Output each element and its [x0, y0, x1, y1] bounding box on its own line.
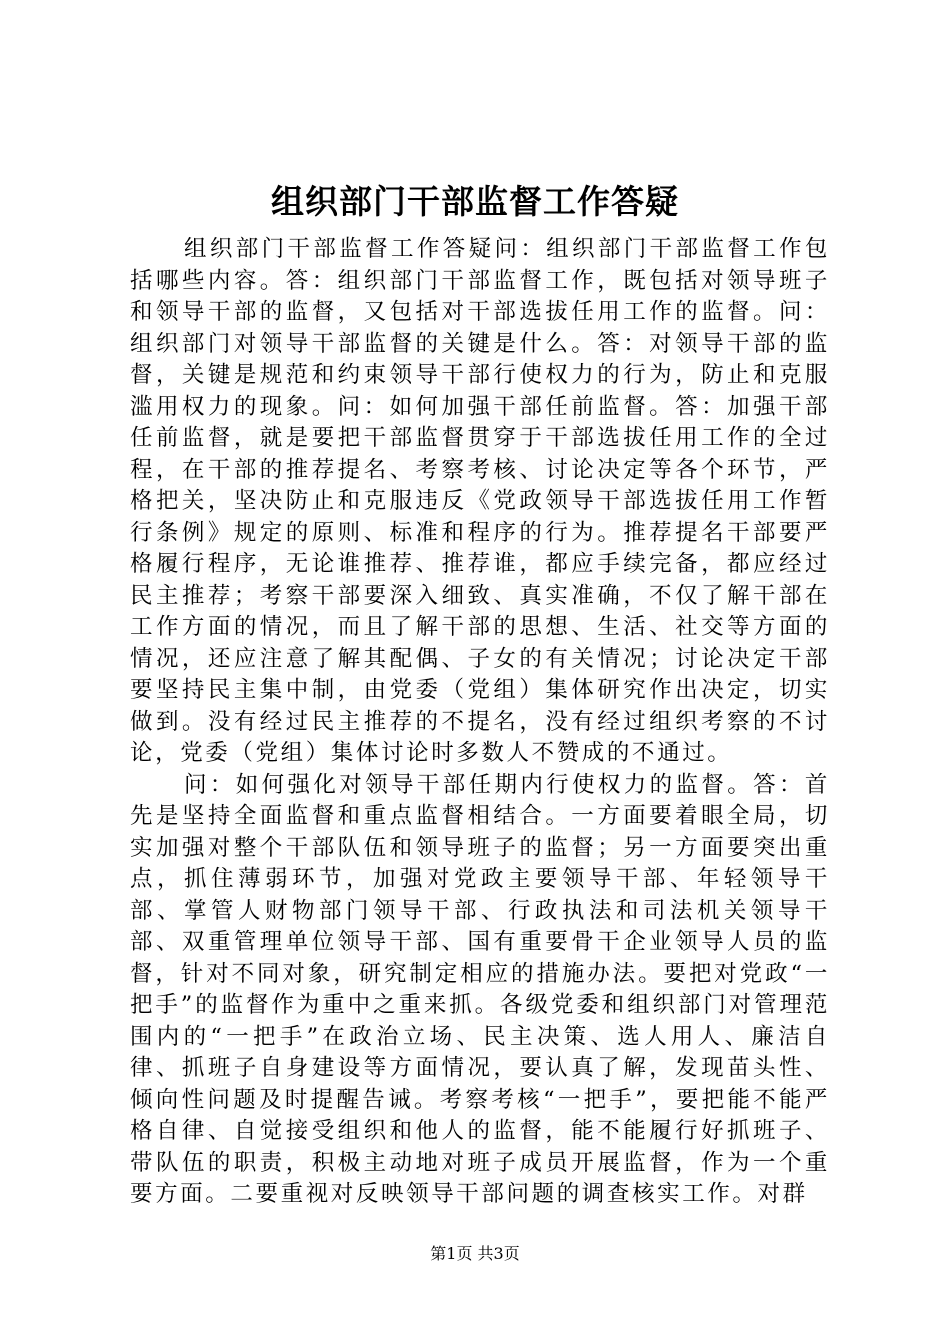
document-title: 组织部门干部监督工作答疑 [271, 182, 679, 221]
document-body [130, 234, 830, 1211]
paragraph-2: 问：如何强化对领导干部任期内行使权力的监督。答：首先是坚持全面监督和重点监督相结合。一方面要着眼全局，切实加强对整个干部队伍和领导班子的监督；另一方面要突出重点，抓住薄弱环节，加强对党政主要领导干部、年轻领导干部、掌管人财物部门领导干部、行政执法和司法机关领导干部、双重管理单位领导干部、国有重要骨干企业领导人员的监督，针对不同对象，研究制定相应的措施办法。要把对党政“一把手”的监督作为重中之重来抓。各级党委和组织部门对管理范围内的“一把手”在政治立场、民主决策、选人用人、廉洁自律、抓班子自身建设等方面情况，要认真了解，发现苗头性、倾向性问题及时提醒告诫。考察考核“一把手”，要把能不能严格自律、自觉接受组织和他人的监督，能不能履行好抓班子、带队伍的职责，积极主动地对班子成员开展监督，作为一个重要方面。二要重视对反映领导干部问题的调查核实工作。对群 [130, 771, 830, 1207]
page-number-footer: 第1页 共3页 [430, 1244, 520, 1263]
paragraph-1: 组织部门干部监督工作答疑问：组织部门干部监督工作包括哪些内容。答：组织部门干部监督工作，既包括对领导班子和领导干部的监督，又包括对干部选拔任用工作的监督。问：组织部门对领导干部监督的关键是什么。答：对领导干部的监督，关键是规范和约束领导干部行使权力的行为，防止和克服滥用权力的现象。问：如何加强干部任前监督。答：加强干部任前监督，就是要把干部监督贯穿于干部选拔任用工作的全过程，在干部的推荐提名、考察考核、讨论决定等各个环节，严格把关，坚决防止和克服违反《党政领导干部选拔任用工作暂行条例》规定的原则、标准和程序的行为。推荐提名干部要严格履行程序，无论谁推荐、推荐谁，都应手续完备，都应经过民主推荐；考察干部要深入细致、真实准确，不仅了解干部在工作方面的情况，而且了解干部的思想、生活、社交等方面的情况，还应注意了解其配偶、子女的有关情况；讨论决定干部要坚持民主集中制，由党委（党组）集体研究作出决定，切实做到。没有经过民主推荐的不提名，没有经过组织考察的不讨论，党委（党组）集体讨论时多数人不赞成的不通过。 [130, 236, 830, 766]
